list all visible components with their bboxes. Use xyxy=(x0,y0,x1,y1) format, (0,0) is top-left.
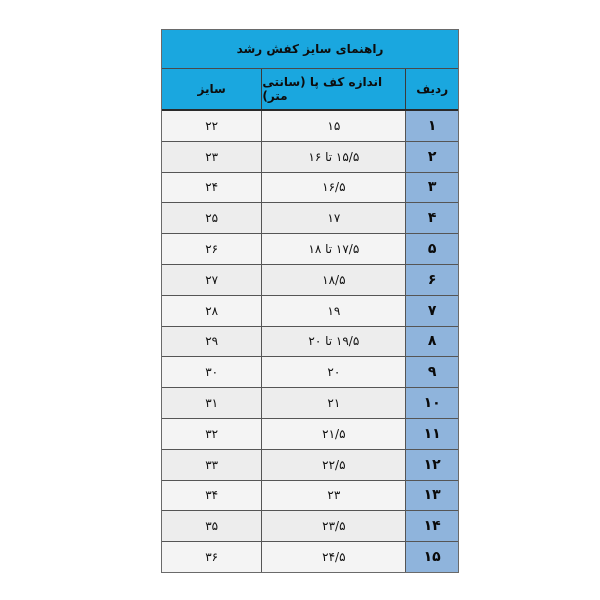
table-row xyxy=(162,511,458,542)
cell-foot-length: ۱۹/۵ تا ۲۰ xyxy=(262,327,406,357)
cell-foot-length: ۲۴/۵ xyxy=(262,542,406,572)
cell-row-number: ۷ xyxy=(406,296,458,326)
cell-row-number: ۱۰ xyxy=(406,388,458,418)
cell-row-number: ۸ xyxy=(406,327,458,357)
header-foot-length: اندازه کف پا (سانتی متر) xyxy=(262,69,406,109)
table-row xyxy=(162,234,458,265)
cell-row-number: ۱۵ xyxy=(406,542,458,572)
cell-foot-length: ۲۳/۵ xyxy=(262,511,406,541)
header-row-number: ردیف xyxy=(416,82,449,96)
cell-size: ۲۷ xyxy=(162,265,262,295)
table-row xyxy=(162,481,458,512)
cell-size: ۲۳ xyxy=(162,142,262,172)
cell-foot-length: ۱۵ xyxy=(262,111,406,141)
cell-size: ۲۲ xyxy=(162,111,262,141)
table-header-row xyxy=(162,69,458,111)
table-row xyxy=(162,173,458,204)
table-row xyxy=(162,265,458,296)
cell-row-number: ۱۲ xyxy=(406,450,458,480)
cell-row-number: ۶ xyxy=(406,265,458,295)
cell-row-number: ۱۱ xyxy=(406,419,458,449)
cell-size: ۳۲ xyxy=(162,419,262,449)
cell-foot-length: ۱۶/۵ xyxy=(262,173,406,203)
cell-foot-length: ۱۷ xyxy=(262,203,406,233)
cell-size: ۳۱ xyxy=(162,388,262,418)
cell-size: ۲۴ xyxy=(162,173,262,203)
cell-row-number: ۵ xyxy=(406,234,458,264)
table-row xyxy=(162,296,458,327)
header-size: سایز xyxy=(162,69,262,109)
cell-size: ۲۵ xyxy=(162,203,262,233)
table-row xyxy=(162,542,458,572)
table-row xyxy=(162,203,458,234)
cell-size: ۲۶ xyxy=(162,234,262,264)
table-row xyxy=(162,419,458,450)
cell-size: ۳۴ xyxy=(162,481,262,511)
cell-foot-length: ۱۸/۵ xyxy=(262,265,406,295)
cell-size: ۲۹ xyxy=(162,327,262,357)
cell-size: ۳۰ xyxy=(162,357,262,387)
shoe-size-table xyxy=(161,29,459,573)
cell-foot-length: ۱۵/۵ تا ۱۶ xyxy=(262,142,406,172)
cell-row-number: ۴ xyxy=(406,203,458,233)
table-title: راهنمای سایز کفش رشد xyxy=(162,30,458,69)
cell-foot-length: ۲۱/۵ xyxy=(262,419,406,449)
cell-row-number: ۳ xyxy=(406,173,458,203)
cell-foot-length: ۱۹ xyxy=(262,296,406,326)
cell-row-number: ۱۳ xyxy=(406,481,458,511)
cell-foot-length: ۱۷/۵ تا ۱۸ xyxy=(262,234,406,264)
cell-size: ۲۸ xyxy=(162,296,262,326)
cell-row-number: ۱ xyxy=(406,111,458,141)
cell-size: ۳۵ xyxy=(162,511,262,541)
table-row xyxy=(162,388,458,419)
cell-foot-length: ۲۲/۵ xyxy=(262,450,406,480)
table-row xyxy=(162,357,458,388)
table-body xyxy=(162,111,458,572)
cell-row-number: ۹ xyxy=(406,357,458,387)
cell-row-number: ۲ xyxy=(406,142,458,172)
table-row xyxy=(162,142,458,173)
table-row xyxy=(162,111,458,142)
cell-row-number: ۱۴ xyxy=(406,511,458,541)
cell-foot-length: ۲۱ xyxy=(262,388,406,418)
table-row xyxy=(162,450,458,481)
cell-foot-length: ۲۳ xyxy=(262,481,406,511)
cell-size: ۳۶ xyxy=(162,542,262,572)
table-row xyxy=(162,327,458,358)
cell-foot-length: ۲۰ xyxy=(262,357,406,387)
cell-size: ۳۳ xyxy=(162,450,262,480)
